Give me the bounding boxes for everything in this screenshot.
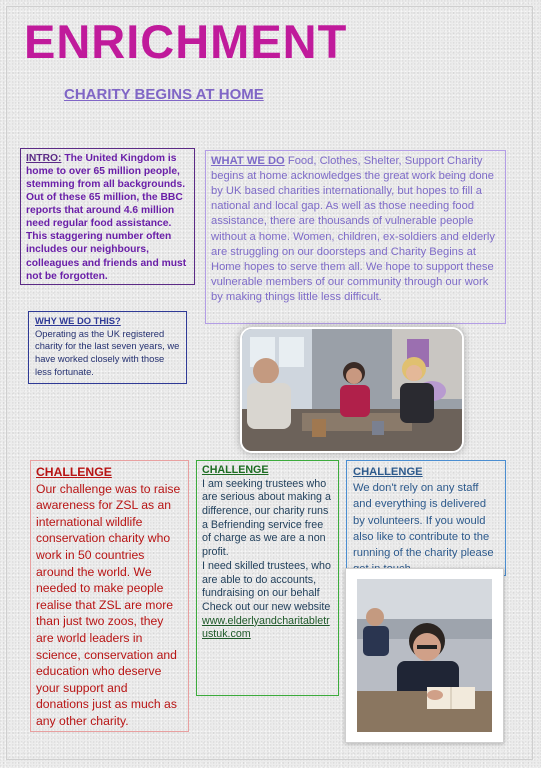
why-heading: WHY WE DO THIS? — [35, 315, 121, 326]
what-we-do-box — [205, 150, 506, 324]
challenge-volunteers-heading: CHALLENGE — [353, 466, 423, 478]
challenge-trustees-heading: CHALLENGE — [202, 464, 269, 476]
meeting-photo-image — [242, 329, 464, 453]
page-title: ENRICHMENT — [24, 15, 348, 68]
challenge-zsl-text: Our challenge was to raise awareness for ZSL as an international wildlife conservation charity who work in 50 countries around the world. We needed to make people realise that ZSL are more than just two zoos, they are world leaders in science, conservation and education who deserve your support and donations just as much as any other charity. — [36, 481, 181, 728]
why-text: Operating as the UK registered charity for the last seven years, we have worked closely with those less fortunate. — [35, 327, 180, 377]
meeting-photo — [240, 327, 464, 453]
challenge-trustees-text-2: I need skilled trustees, who are able to do accounts, fundraising on our behalf — [202, 559, 331, 600]
intro-box — [20, 148, 195, 285]
reading-photo-inner — [357, 579, 492, 732]
why-box — [28, 311, 187, 384]
reading-photo — [345, 568, 504, 743]
challenge-zsl-box — [30, 460, 189, 732]
challenge-volunteers-text: We don't rely on any staff and everything is delivered by volunteers. If you would also like to contribute to the running of the charity please — [353, 482, 494, 560]
challenge-trustees-box — [196, 460, 339, 696]
intro-text: The United Kingdom is home to over 65 million people, stemming from all backgrounds. Out of these 65 million, the BBC reports that around 4.6 million need regular food assistance. This staggering number often includes our neighbours, colleagues and friends and must not be forgotten. — [26, 153, 187, 282]
website-link[interactable]: www.elderlyandcharitabletrustuk.com — [202, 614, 330, 641]
challenge-trustees-text-1: I am seeking trustees who are serious about making a difference, our charity runs a Befriending service free of charge as we are a non profit. — [202, 477, 331, 559]
intro-heading: INTRO: — [26, 153, 62, 164]
challenge-trustees-text-3: Check out our new website — [202, 600, 331, 613]
what-we-do-heading: WHAT WE DO — [211, 155, 285, 167]
reading-photo-image — [357, 579, 492, 732]
what-we-do-text: Food, Clothes, Shelter, Support Charity begins at home acknowledges the great work being done by UK based charities internationally, but hopes to fill a national and local gap. As well as those needing food assistance, there are thousands of vulnerable people without a home. Women, children, ex-soldiers and elderly are struggling on our doorsteps and Charity Begins at Home hopes to serve them all. We hope to support these vulnerable members of our community through our work by making things little less difficult. — [211, 155, 495, 303]
challenge-zsl-heading: CHALLENGE — [36, 465, 112, 479]
page-subtitle: CHARITY BEGINS AT HOME — [64, 86, 264, 103]
challenge-volunteers-box — [346, 460, 506, 576]
